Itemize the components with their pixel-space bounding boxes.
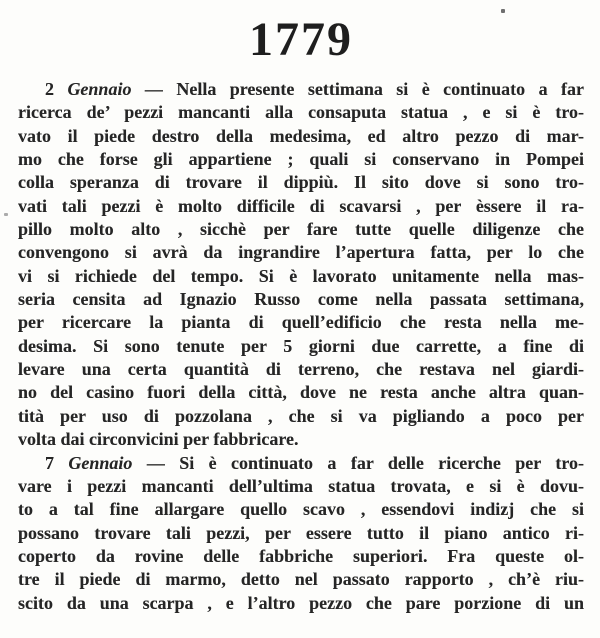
text-line: vato il piede destro della medesima, ed altro pezzo di mar- bbox=[18, 125, 584, 146]
text-line: possano trovare tali pezzi, per essere tutto il piano antico ri- bbox=[18, 522, 584, 543]
paragraph-opening-line bbox=[18, 78, 584, 101]
text-line: desima. Si sono tenute per 5 giorni due carrette, a fine di bbox=[18, 335, 584, 356]
text-line: to a tal fine allargare quello scavo , essendovi indizj che si bbox=[18, 499, 584, 520]
entry-date-number: 7 bbox=[45, 452, 54, 473]
text-line: vi si richiede del tempo. Si è lavorato unitamente nella mas- bbox=[18, 265, 584, 286]
text-line: colla speranza di trovare il dippiù. Il sito dove si sono tro- bbox=[18, 172, 584, 193]
text-line: seria censita ad Ignazio Russo come nella passata settimana, bbox=[18, 289, 584, 310]
page-title-year: 1779 bbox=[249, 13, 353, 66]
scan-speck-left bbox=[4, 213, 8, 216]
entry-date-month: Gennaio bbox=[68, 452, 133, 473]
text-line: scito da una scarpa , e l’altro pezzo che pare porzione di un bbox=[18, 592, 584, 613]
text-line: levare una certa quantità di terreno, che restava nel giardi- bbox=[18, 359, 584, 380]
text-line: no del casino fuori della città, dove ne resta anche altra quan- bbox=[18, 382, 584, 403]
text-line: volta dai circonvicini per fabbricare. bbox=[18, 429, 299, 450]
text-line: vare i pezzi mancanti dell’ultima statua trovata, e si è dovu- bbox=[18, 475, 584, 496]
line-text: — Si è continuato a far delle ricerche per tro- bbox=[146, 452, 585, 473]
text-line: mo che forse gli appartiene ; quali si conservano in Pompei bbox=[18, 149, 584, 170]
text-line: pillo molto alto , sicchè per fare tutte quelle diligenze che bbox=[18, 219, 584, 240]
text-line: ricerca de’ pezzi mancanti alla consaputa statua , e si è tro- bbox=[18, 102, 584, 123]
page-text-block bbox=[18, 78, 584, 615]
line-text: — Nella presente settimana si è continuato a far bbox=[144, 79, 584, 99]
text-line: vati tali pezzi è molto difficile di scavarsi , per èssere il ra- bbox=[18, 195, 584, 216]
text-line: per ricercare la pianta di quell’edificio che resta nella me- bbox=[18, 312, 584, 333]
entry-date-month: Gennaio bbox=[67, 79, 132, 99]
paragraph-opening-line bbox=[18, 452, 584, 475]
text-line: coperto da rovine delle fabbriche superiori. Fra queste ol- bbox=[18, 545, 584, 566]
text-line: tità per uso di pozzolana , che si va pigliando a poco per bbox=[18, 405, 584, 426]
entry-date-number: 2 bbox=[45, 79, 54, 99]
text-line: tre il piede di marmo, detto nel passato rapporto , ch’è riu- bbox=[18, 569, 584, 590]
paragraph-entry-2-gennaio bbox=[18, 78, 584, 452]
scan-speck-top bbox=[501, 9, 505, 13]
text-line: convengono si avrà da ingrandire l’apertura fatta, per lo che bbox=[18, 242, 584, 263]
paragraph-entry-7-gennaio bbox=[18, 452, 584, 615]
